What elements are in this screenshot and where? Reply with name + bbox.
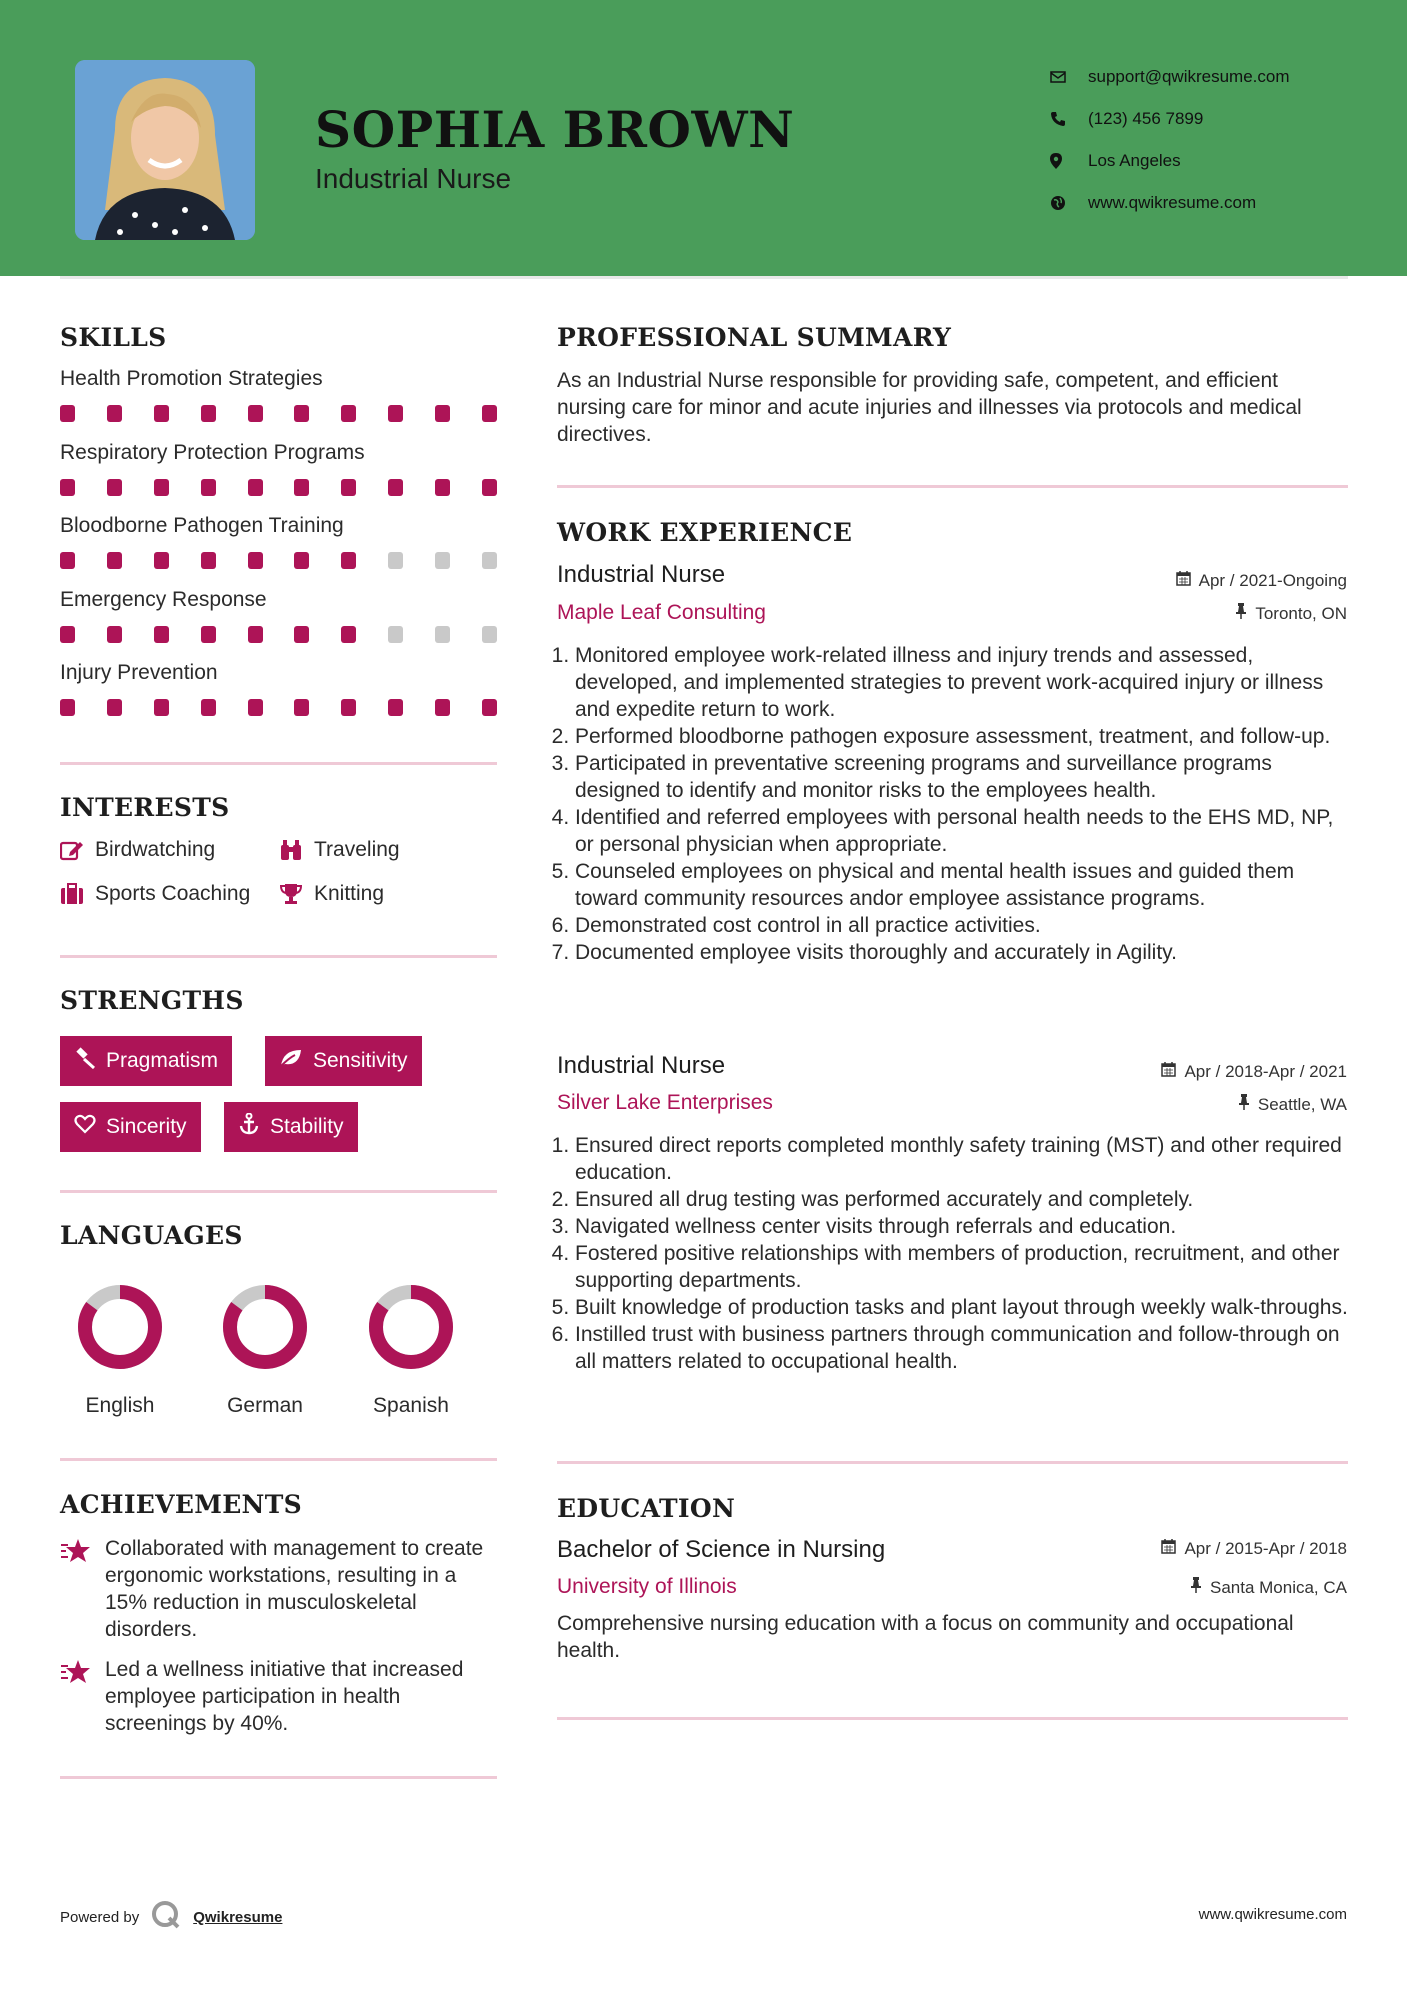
strengths-heading: STRENGTHS — [60, 986, 244, 1015]
skill-rating-dot — [388, 405, 403, 422]
heart-icon — [74, 1114, 96, 1140]
interest-item — [60, 838, 215, 862]
strength-label: Sincerity — [106, 1115, 187, 1138]
skill-rating-dot — [388, 479, 403, 496]
job-location — [1238, 1094, 1347, 1115]
language-label: Spanish — [373, 1394, 449, 1417]
skill-item — [60, 661, 500, 716]
education-location — [1190, 1577, 1347, 1598]
interest-label: Sports Coaching — [95, 882, 251, 905]
contact-location-text: Los Angeles — [1088, 151, 1181, 170]
skill-rating-dot — [107, 552, 122, 569]
profile-photo — [75, 60, 255, 240]
contact-email-text: support@qwikresume.com — [1088, 67, 1290, 86]
experience-heading: WORK EXPERIENCE — [557, 518, 853, 547]
languages-divider — [60, 1458, 497, 1461]
skill-rating-dot — [482, 699, 497, 716]
education-location-text: Santa Monica, CA — [1209, 1577, 1347, 1597]
duty-item: 1. Monitored employee work-related illness and injury trends and assessed, developed, and implemented strategies to prevent work-acquired injury or illness and expedite return to work. — [575, 642, 1349, 723]
interest-item — [279, 838, 400, 862]
interest-item — [279, 882, 384, 906]
skill-rating-dot — [154, 479, 169, 496]
leaf-icon — [279, 1048, 303, 1074]
skill-rating-dot — [248, 552, 263, 569]
skill-rating-dot — [294, 479, 309, 496]
strength-badge — [60, 1036, 232, 1086]
strength-badge — [224, 1102, 358, 1152]
skill-rating-dot — [294, 552, 309, 569]
language-label: German — [227, 1394, 303, 1417]
skill-rating — [60, 405, 497, 422]
skill-rating — [60, 626, 497, 643]
skill-rating-dot — [341, 626, 356, 643]
contact-email[interactable] — [1050, 56, 1290, 98]
pin-icon — [1235, 603, 1247, 624]
skill-rating-dot — [435, 626, 450, 643]
duty-item: 5. Built knowledge of production tasks and plant layout through weekly walk-throughs. — [575, 1294, 1349, 1321]
job-duties — [557, 642, 1349, 966]
job-location — [1235, 603, 1347, 624]
star-icon — [60, 1535, 105, 1643]
language-item — [205, 1282, 325, 1418]
education-divider — [557, 1717, 1348, 1720]
skill-rating-dot — [60, 626, 75, 643]
powered-by-label: Powered by — [60, 1908, 140, 1926]
skill-rating-dot — [60, 405, 75, 422]
skill-rating-dot — [248, 699, 263, 716]
duty-item: 6. Instilled trust with business partners through communication and follow-through on all matters related to occupational health. — [575, 1321, 1349, 1375]
skill-item — [60, 367, 500, 422]
skill-rating-dot — [154, 699, 169, 716]
job-location-text: Toronto, ON — [1255, 603, 1347, 623]
skill-rating-dot — [107, 626, 122, 643]
skill-label: Respiratory Protection Programs — [60, 440, 365, 464]
skill-rating-dot — [388, 552, 403, 569]
duty-item: 4. Identified and referred employees with personal health needs to the EHS MD, NP, or personal physician when appropriate. — [575, 804, 1349, 858]
job-title: Industrial Nurse — [557, 561, 726, 588]
skill-rating-dot — [201, 699, 216, 716]
job-location-text: Seattle, WA — [1257, 1094, 1347, 1114]
skill-rating-dot — [341, 479, 356, 496]
job-title: Industrial Nurse — [557, 1052, 726, 1079]
language-item — [60, 1282, 180, 1418]
skill-rating-dot — [388, 626, 403, 643]
skill-rating-dot — [482, 626, 497, 643]
duty-item: 2. Ensured all drug testing was performed accurately and completely. — [575, 1186, 1349, 1213]
skill-item — [60, 588, 500, 643]
achievements-heading: ACHIEVEMENTS — [60, 1490, 302, 1519]
language-proficiency-donut — [220, 1282, 310, 1372]
skill-rating-dot — [201, 405, 216, 422]
duty-item: 3. Participated in preventative screening programs and surveillance programs designed to identify and monitor risks to the employees health. — [575, 750, 1349, 804]
strength-label: Pragmatism — [106, 1049, 219, 1072]
duty-item: 7. Documented employee visits thoroughly and accurately in Agility. — [575, 939, 1349, 966]
skill-rating-dot — [435, 699, 450, 716]
header-divider — [60, 276, 1348, 279]
summary-divider — [557, 485, 1348, 488]
contact-location — [1050, 140, 1290, 182]
education-heading: EDUCATION — [557, 1494, 736, 1523]
interests-heading: INTERESTS — [60, 793, 230, 822]
contact-website[interactable] — [1050, 182, 1290, 224]
education-description: Comprehensive nursing education with a focus on community and occupational health. — [557, 1612, 1294, 1662]
skill-rating-dot — [341, 405, 356, 422]
footer-website[interactable]: www.qwikresume.com — [1198, 1906, 1347, 1923]
language-proficiency-donut — [75, 1282, 165, 1372]
strength-badge — [265, 1036, 422, 1086]
summary-text: As an Industrial Nurse responsible for providing safe, competent, and efficient nursing care for minor and acute injuries and illnesses via protocols and medical directives. — [557, 369, 1302, 446]
skill-rating-dot — [294, 405, 309, 422]
skill-rating-dot — [154, 552, 169, 569]
map-marker-icon — [1050, 153, 1088, 169]
strength-badge — [60, 1102, 201, 1152]
strength-label: Sensitivity — [313, 1049, 408, 1072]
skill-rating-dot — [107, 405, 122, 422]
interest-label: Birdwatching — [95, 838, 216, 861]
globe-icon — [1050, 195, 1088, 211]
calendar-icon — [1161, 1539, 1176, 1559]
skill-rating-dot — [154, 626, 169, 643]
skill-rating-dot — [201, 552, 216, 569]
gavel-icon — [74, 1047, 96, 1075]
phone-icon — [1050, 111, 1088, 127]
skill-rating-dot — [341, 552, 356, 569]
calendar-icon — [1161, 1062, 1176, 1082]
skill-rating-dot — [435, 552, 450, 569]
skill-rating — [60, 552, 497, 569]
calendar-icon — [1176, 571, 1191, 591]
edit-icon — [60, 839, 95, 861]
education-dates — [1161, 1539, 1347, 1559]
achievement-item — [60, 1535, 500, 1643]
job-dates — [1161, 1062, 1347, 1082]
language-label: English — [85, 1394, 155, 1417]
achievement-text: Led a wellness initiative that increased employee participation in health screenings by 40%. — [105, 1658, 464, 1735]
skill-rating-dot — [201, 626, 216, 643]
contact-list — [1050, 56, 1290, 224]
footer-powered-by — [60, 1900, 282, 1934]
skill-rating — [60, 699, 497, 716]
interests-divider — [60, 955, 497, 958]
skills-divider — [60, 762, 497, 765]
degree-title: Bachelor of Science in Nursing — [557, 1536, 886, 1563]
skill-label: Emergency Response — [60, 587, 267, 611]
interest-item — [60, 882, 250, 906]
experience-divider — [557, 1461, 1348, 1464]
strength-label: Stability — [270, 1115, 344, 1138]
duty-item: 2. Performed bloodborne pathogen exposure assessment, treatment, and follow-up. — [575, 723, 1349, 750]
languages-heading: LANGUAGES — [60, 1221, 243, 1250]
briefcase-icon — [60, 883, 95, 905]
candidate-name: SOPHIA BROWN — [315, 100, 795, 159]
envelope-icon — [1050, 70, 1088, 84]
contact-website-text: www.qwikresume.com — [1088, 193, 1257, 212]
skill-label: Health Promotion Strategies — [60, 367, 323, 390]
contact-phone-text: (123) 456 7899 — [1088, 109, 1204, 128]
trophy-icon — [279, 883, 314, 905]
interest-label: Knitting — [314, 882, 385, 905]
skill-label: Injury Prevention — [60, 661, 218, 684]
language-proficiency-donut — [366, 1282, 456, 1372]
qwikresume-logo-icon — [151, 1900, 181, 1934]
skill-rating-dot — [248, 405, 263, 422]
interest-label: Traveling — [314, 838, 400, 861]
school-name: University of Illinois — [557, 1575, 737, 1598]
education-dates-text: Apr / 2015-Apr / 2018 — [1184, 1539, 1347, 1558]
skill-rating-dot — [107, 479, 122, 496]
skill-rating-dot — [248, 626, 263, 643]
resume-header — [0, 0, 1407, 276]
pin-icon — [1190, 1577, 1202, 1598]
skill-rating-dot — [482, 405, 497, 422]
skill-rating-dot — [154, 405, 169, 422]
skill-rating-dot — [60, 699, 75, 716]
skill-rating-dot — [201, 479, 216, 496]
skill-rating-dot — [107, 699, 122, 716]
skill-rating-dot — [294, 699, 309, 716]
skill-item — [60, 514, 500, 569]
achievement-item — [60, 1656, 500, 1737]
skill-rating-dot — [248, 479, 263, 496]
duty-item: 3. Navigated wellness center visits through referrals and education. — [575, 1213, 1349, 1240]
candidate-title: Industrial Nurse — [315, 163, 512, 194]
anchor-icon — [238, 1113, 260, 1141]
job-company: Maple Leaf Consulting — [557, 601, 766, 624]
language-item — [351, 1282, 471, 1418]
contact-phone[interactable] — [1050, 98, 1290, 140]
skill-rating-dot — [60, 552, 75, 569]
job-dates — [1176, 571, 1347, 591]
job-dates-text: Apr / 2021-Ongoing — [1198, 571, 1347, 590]
star-icon — [60, 1656, 105, 1737]
duty-item: 4. Fostered positive relationships with members of production, recruitment, and other supporting departments. — [575, 1240, 1349, 1294]
duty-item: 1. Ensured direct reports completed monthly safety training (MST) and other required education. — [575, 1132, 1349, 1186]
skill-item — [60, 441, 500, 496]
job-duties — [557, 1132, 1349, 1375]
skill-rating-dot — [435, 405, 450, 422]
skill-rating-dot — [388, 699, 403, 716]
skill-rating-dot — [294, 626, 309, 643]
skill-label: Bloodborne Pathogen Training — [60, 514, 344, 537]
binoculars-icon — [279, 839, 314, 861]
summary-heading: PROFESSIONAL SUMMARY — [557, 323, 952, 352]
skill-rating-dot — [482, 479, 497, 496]
duty-item: 5. Counseled employees on physical and mental health issues and guided them toward community resources andor employee assistance programs. — [575, 858, 1349, 912]
qwikresume-link[interactable]: Qwikresume — [193, 1908, 283, 1926]
strengths-divider — [60, 1190, 497, 1193]
job-company: Silver Lake Enterprises — [557, 1091, 773, 1114]
duty-item: 6. Demonstrated cost control in all practice activities. — [575, 912, 1349, 939]
pin-icon — [1238, 1094, 1250, 1115]
skills-heading: SKILLS — [60, 323, 167, 352]
skill-rating-dot — [341, 699, 356, 716]
job-dates-text: Apr / 2018-Apr / 2021 — [1184, 1062, 1347, 1081]
skill-rating-dot — [482, 552, 497, 569]
skill-rating-dot — [60, 479, 75, 496]
achievement-text: Collaborated with management to create ergonomic workstations, resulting in a 15% reduction in musculoskeletal disorders. — [105, 1537, 484, 1641]
skill-rating-dot — [435, 479, 450, 496]
skill-rating — [60, 479, 497, 496]
achievements-divider — [60, 1776, 497, 1779]
